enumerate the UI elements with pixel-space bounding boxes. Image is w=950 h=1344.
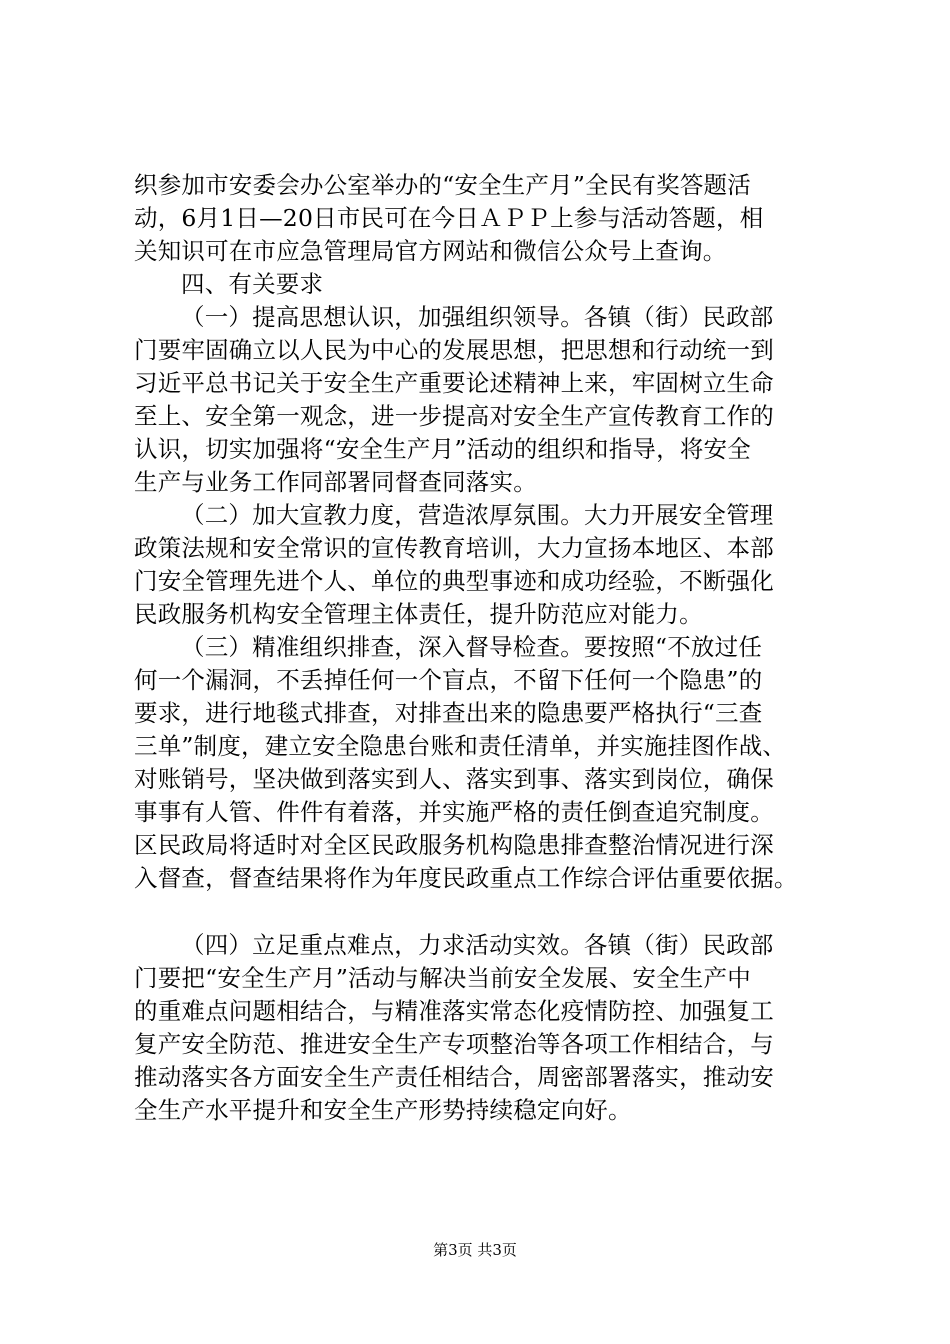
paragraph-line: 认识，切实加强将“安全生产月”活动的组织和指导，将安全	[134, 435, 751, 463]
paragraph-line: 要求，进行地毯式排查，对排查出来的隐患要严格执行“三查	[134, 699, 763, 727]
paragraph-line: （四）立足重点难点，力求活动实效。各镇（街）民政部	[181, 931, 774, 959]
paragraph-line: 织参加市安委会办公室举办的“安全生产月”全民有奖答题活	[134, 171, 751, 199]
page-number-footer: 第3页 共3页	[433, 1241, 517, 1259]
paragraph-line: 民政服务机构安全管理主体责任，提升防范应对能力。	[134, 600, 703, 628]
paragraph-line: 何一个漏洞，不丢掉任何一个盲点，不留下任何一个隐患”的	[134, 666, 763, 694]
paragraph-line: 门要牢固确立以人民为中心的发展思想，把思想和行动统一到	[134, 336, 774, 364]
paragraph-line: 门安全管理先进个人、单位的典型事迹和成功经验，不断强化	[134, 567, 774, 595]
paragraph-line: 至上、安全第一观念，进一步提高对安全生产宣传教育工作的	[134, 402, 774, 430]
paragraph-line: 生产与业务工作同部署同督查同落实。	[134, 468, 537, 496]
paragraph-line: 关知识可在市应急管理局官方网站和微信公众号上查询。	[134, 237, 727, 265]
paragraph-line: 门要把“安全生产月”活动与解决当前安全发展、安全生产中	[134, 964, 751, 992]
paragraph-line: 政策法规和安全常识的宣传教育培训，大力宣扬本地区、本部	[134, 534, 774, 562]
paragraph-line: 三单”制度，建立安全隐患台账和责任清单，并实施挂图作战、	[134, 732, 787, 760]
paragraph-line: 动，6月1日—20日市民可在今日ＡＰＰ上参与活动答题，相	[134, 204, 764, 232]
paragraph-line: 习近平总书记关于安全生产重要论述精神上来，牢固树立生命	[134, 369, 774, 397]
paragraph-line: 对账销号，坚决做到落实到人、落实到事、落实到岗位，确保	[134, 765, 774, 793]
paragraph-line: 推动落实各方面安全生产责任相结合，周密部署落实，推动安	[134, 1063, 774, 1091]
paragraph-line: 区民政局将适时对全区民政服务机构隐患排查整治情况进行深	[134, 831, 774, 859]
paragraph-line: 入督查，督查结果将作为年度民政重点工作综合评估重要依据。	[134, 864, 798, 892]
paragraph-line: 的重难点问题相结合，与精准落实常态化疫情防控、加强复工	[134, 997, 774, 1025]
paragraph-line: （一）提高思想认识，加强组织领导。各镇（街）民政部	[181, 303, 774, 331]
paragraph-line: （三）精准组织排查，深入督导检查。要按照“不放过任	[181, 633, 763, 661]
paragraph-line: 事事有人管、件件有着落，并实施严格的责任倒查追究制度。	[134, 798, 774, 826]
section-heading: 四、有关要求	[181, 270, 324, 298]
paragraph-line: （二）加大宣教力度，营造浓厚氛围。大力开展安全管理	[181, 501, 774, 529]
paragraph-line: 全生产水平提升和安全生产形势持续稳定向好。	[134, 1096, 632, 1124]
paragraph-line: 复产安全防范、推进安全生产专项整治等各项工作相结合，与	[134, 1030, 774, 1058]
